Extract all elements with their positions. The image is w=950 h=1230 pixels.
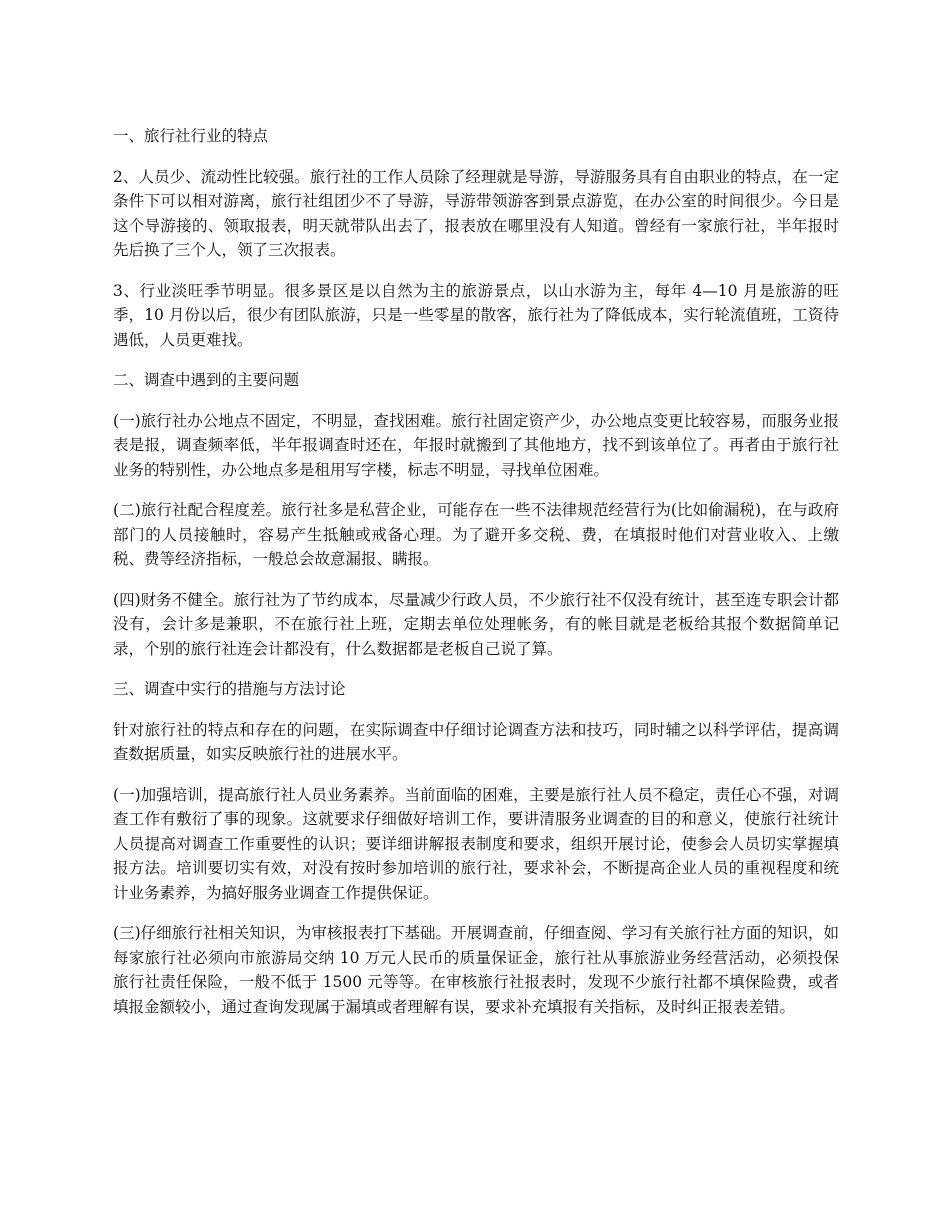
section-heading-3: 三、调查中实行的措施与方法讨论	[113, 680, 346, 698]
paragraph: 2、人员少、流动性比较强。旅行社的工作人员除了经理就是导游，导游服务具有自由职业的特点，在一定条件下可以相对游离，旅行社组团少不了导游，导游带领游客到景点游览，在办公室的时间很少。今日是这个导游接的、领取报表，明天就带队出去了，报表放在哪里没有人知道。曾经有一家旅行社，半年报时先后换了三个人，领了三次报表。	[113, 167, 839, 259]
paragraph: (一)旅行社办公地点不固定，不明显，查找困难。旅行社固定资产少，办公地点变更比较容易，而服务业报表是报，调查频率低，半年报调查时还在，年报时就搬到了其他地方，找不到该单位了。再者由于旅行社业务的特别性，办公地点多是租用写字楼，标志不明显，寻找单位困难。	[113, 411, 839, 479]
paragraph: 3、行业淡旺季节明显。很多景区是以自然为主的旅游景点，以山水游为主，每年 4—10 月是旅游的旺季，10 月份以后，很少有团队旅游，只是一些零星的散客，旅行社为了降低成本，实行轮流值班，工资待遇低，人员更难找。	[113, 281, 839, 349]
section-heading-1: 一、旅行社行业的特点	[113, 127, 269, 145]
paragraph: (三)仔细旅行社相关知识，为审核报表打下基础。开展调查前，仔细查阅、学习有关旅行社方面的知识，如每家旅行社必须向市旅游局交纳 10 万元人民币的质量保证金，旅行社从事旅游业务经营活动，必须投保旅行社责任保险，一般不低于 1500 元等等。在审核旅行社报表时，发现不少旅行社都不填保险费，或者填报金额较小，通过查询发现属于漏填或者理解有误，要求补充填报有关指标，及时纠正报表差错。	[113, 924, 839, 1016]
paragraph: (四)财务不健全。旅行社为了节约成本，尽量减少行政人员，不少旅行社不仅没有统计，甚至连专职会计都没有，会计多是兼职，不在旅行社上班，定期去单位处理帐务，有的帐目就是老板给其报个数据简单记录，个别的旅行社连会计都没有，什么数据都是老板自己说了算。	[113, 590, 839, 658]
section-heading-2: 二、调查中遇到的主要问题	[113, 371, 300, 389]
document-body	[113, 124, 839, 1035]
paragraph: (一)加强培训，提高旅行社人员业务素养。当前面临的困难，主要是旅行社人员不稳定，责任心不强，对调查工作有敷衍了事的现象。这就要求仔细做好培训工作，要讲清服务业调查的目的和意义，使旅行社统计人员提高对调查工作重要性的认识；要详细讲解报表制度和要求，组织开展讨论，使参会人员切实掌握填报方法。培训要切实有效，对没有按时参加培训的旅行社，要求补会，不断提高企业人员的重视程度和统计业务素养，为搞好服务业调查工作提供保证。	[113, 785, 839, 902]
paragraph: (二)旅行社配合程度差。旅行社多是私营企业，可能存在一些不法律规范经营行为(比如偷漏税)，在与政府部门的人员接触时，容易产生抵触或戒备心理。为了避开多交税、费，在填报时他们对营业收入、上缴税、费等经济指标，一般总会故意漏报、瞒报。	[113, 501, 839, 568]
paragraph: 针对旅行社的特点和存在的问题，在实际调查中仔细讨论调查方法和技巧，同时辅之以科学评估，提高调查数据质量，如实反映旅行社的进展水平。	[113, 720, 839, 763]
